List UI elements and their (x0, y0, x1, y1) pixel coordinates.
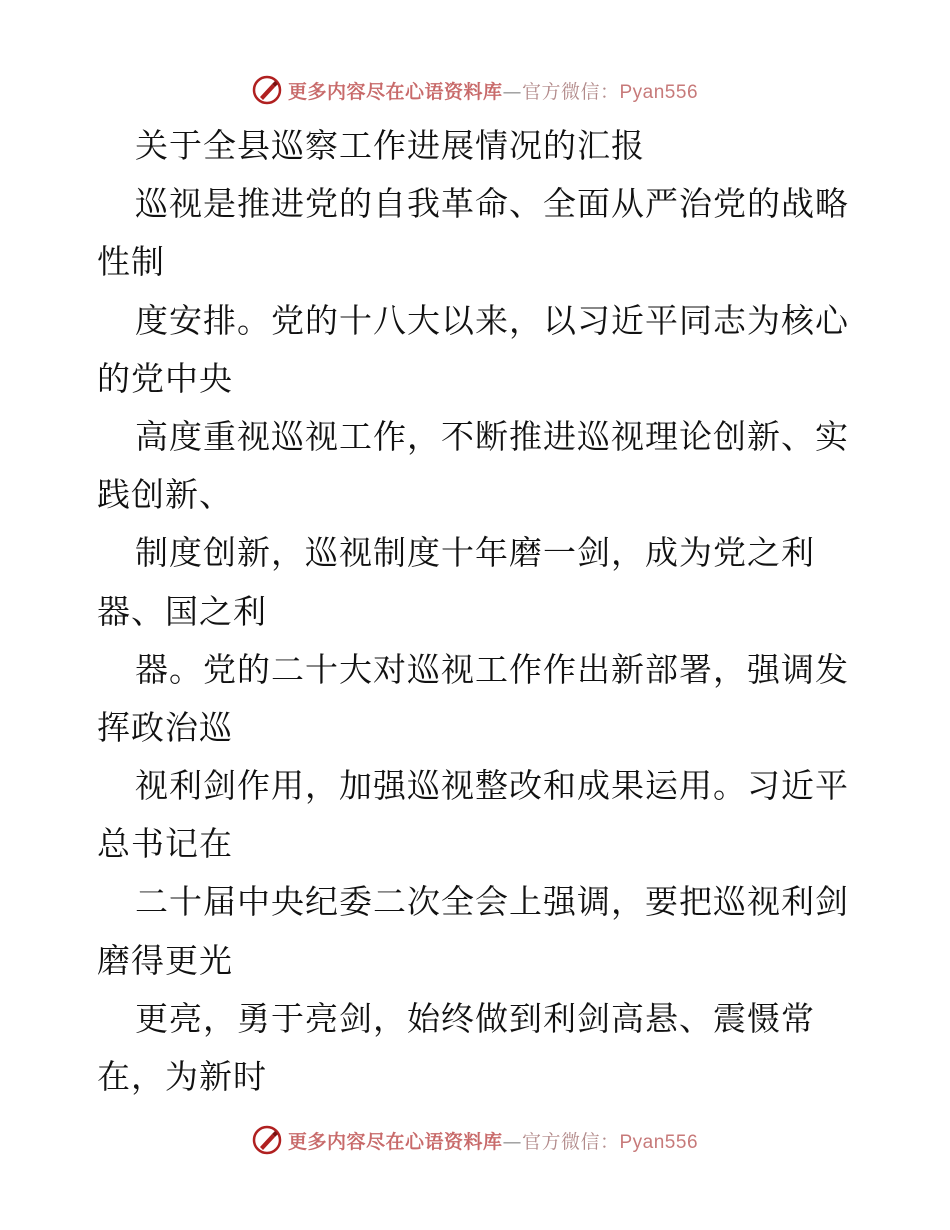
footer-banner-text (288, 1127, 698, 1154)
paragraph-line: 巡视是推进党的自我革命、全面从严治党的战略 (135, 184, 849, 224)
paragraph-line: 挥政治巡 (97, 707, 233, 747)
footer-brand: 更多内容尽在心语资料库 (287, 1130, 503, 1153)
paragraph-line: 器、国之利 (97, 591, 267, 631)
paragraph-line: 视利剑作用，加强巡视整改和成果运用。习近平 (135, 766, 849, 806)
paragraph-line: 践创新、 (97, 475, 233, 515)
paragraph-line: 性制 (97, 242, 165, 282)
pen-logo-icon (252, 75, 282, 105)
paragraph-line: 高度重视巡视工作，不断推进巡视理论创新、实 (135, 416, 849, 456)
header-separator: — (502, 80, 522, 103)
paragraph-line: 更亮，勇于亮剑，始终做到利剑高悬、震慑常 (135, 998, 815, 1038)
paragraph-line: 度安排。党的十八大以来，以习近平同志为核心 (135, 300, 849, 340)
paragraph-line: 总书记在 (97, 824, 233, 864)
header-banner-text (288, 77, 698, 104)
header-wechat-id: Pyan556 (619, 81, 699, 103)
document-title: 关于全县巡察工作进展情况的汇报 (135, 126, 645, 165)
document-body (97, 117, 867, 1106)
paragraph-line: 在，为新时 (97, 1057, 267, 1096)
footer-separator: — (502, 1130, 522, 1153)
paragraph-line: 磨得更光 (97, 940, 233, 980)
paragraph-line: 器。党的二十大对巡视工作作出新部署，强调发 (135, 649, 849, 689)
paragraph-line: 二十届中央纪委二次全会上强调，要把巡视利剑 (135, 882, 849, 922)
paragraph-line: 的党中央 (97, 358, 233, 398)
footer-wechat-id: Pyan556 (619, 1131, 699, 1153)
header-watermark (0, 72, 950, 108)
header-wechat-label: 官方微信： (521, 80, 620, 103)
footer-watermark (0, 1122, 950, 1158)
pen-logo-icon (252, 1125, 282, 1155)
paragraph-line: 制度创新，巡视制度十年磨一剑，成为党之利 (135, 533, 815, 573)
header-brand: 更多内容尽在心语资料库 (287, 80, 503, 103)
footer-wechat-label: 官方微信： (521, 1130, 620, 1153)
